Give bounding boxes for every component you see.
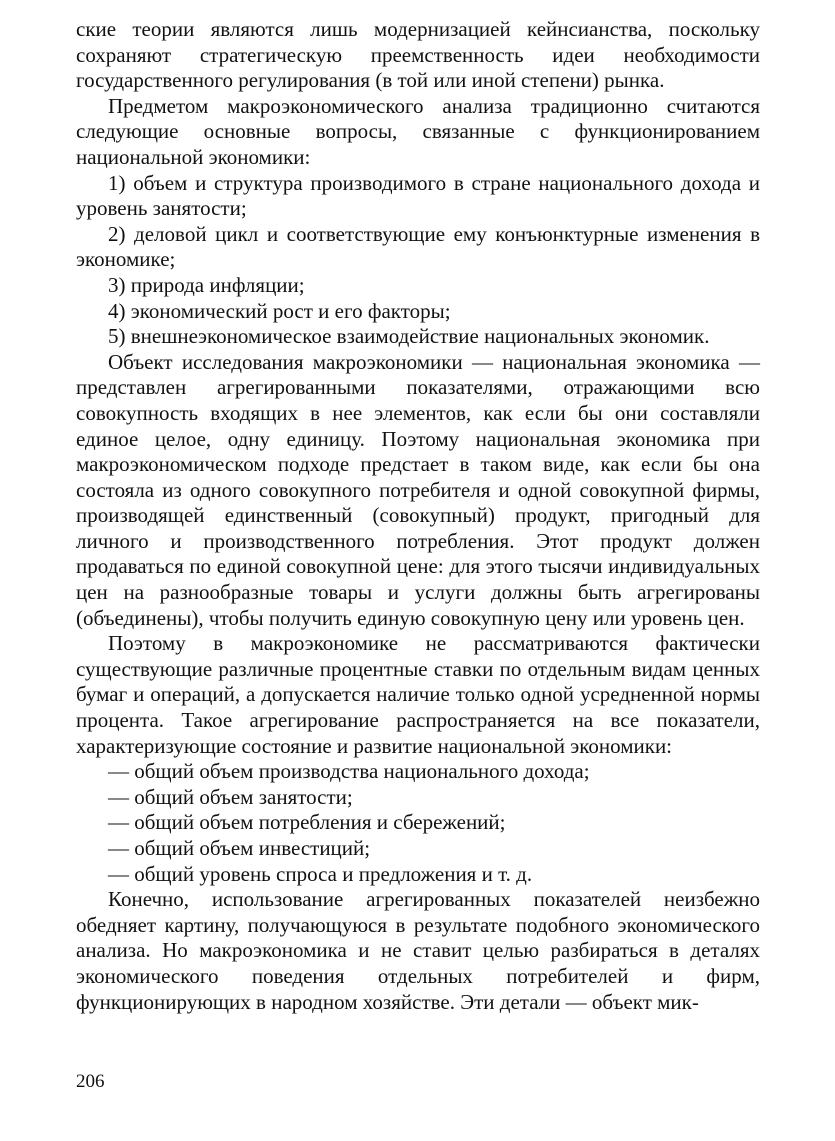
paragraph: Объект исследования макроэкономики — национальная экономика — представлен агрегированными показателями, отражающими всю совокупность входящих в нее элементов, как если бы они составляли единое целое, одну единицу. Поэтому национальная экономика при макроэкономическом подходе предстает в таком виде, как если бы она состояла из одного совокупного потребителя и одной совокупной фирмы, производящей единственный (совокупный) продукт, пригодный для личного и производственного потребления. Этот продукт должен продаваться по единой совокупной цене: для этого тысячи индивидуальных цен на разнообразные товары и услуги должны быть агрегированы (объединены), чтобы получить единую совокупную цену или уровень цен. [76,349,760,630]
list-item: 2) деловой цикл и соответствующие ему конъюнктурные изменения в экономике; [76,221,760,272]
paragraph: Поэтому в макроэкономике не рассматриваются фактически существующие различные процентные ставки по отдельным видам ценных бумаг и операций, а допускается наличие только одной усредненной нормы процента. Такое агрегирование распространяется на все показатели, характеризующие состояние и развитие национальной экономики: [76,631,760,758]
list-item: 3) природа инфляции; [108,272,305,297]
dash-list-item: — общий объем занятости; [108,784,353,809]
dash-list-item: — общий объем потребления и сбережений; [108,810,506,835]
list-item: 1) объем и структура производимого в стране национального дохода и уровень занятости; [76,170,760,221]
list-item: 4) экономический рост и его факторы; [108,298,451,323]
body-text [76,17,760,1015]
dash-list-item: — общий объем инвестиций; [108,836,371,860]
page-number: 206 [76,1071,105,1092]
paragraph: Конечно, использование агрегированных показателей неизбежно обедняет картину, получающуюся в результате подобного экономического анализа. Но макроэкономика и не ставит целью разбираться в деталях экономического поведения отдельных потребителей и фирм, функционирующих в народном хозяйстве. Эти детали — объект мик- [76,887,760,1014]
paragraph: ские теории являются лишь модернизацией кейнсианства, поскольку сохраняют стратегическую преемственность идеи необходимости государственного регулирования (в той или иной степени) рынка. [76,17,760,93]
list-item: 5) внешнеэкономическое взаимодействие национальных экономик. [108,324,710,349]
dash-list-item: — общий уровень спроса и предложения и т. д. [108,861,533,886]
paragraph: Предметом макроэкономического анализа традиционно считаются следующие основные вопросы, связанные с функционированием национальной экономики: [76,93,760,169]
dash-list-item: — общий объем производства национального дохода; [108,759,590,784]
